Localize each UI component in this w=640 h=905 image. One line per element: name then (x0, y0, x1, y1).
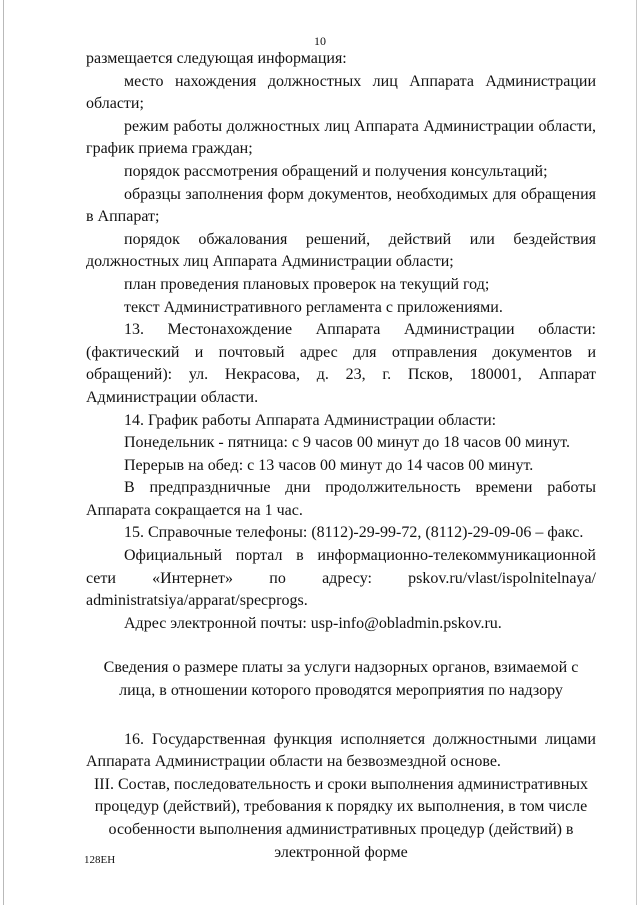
paragraph: порядок рассмотрения обращений и получения консультаций; (124, 162, 548, 180)
paragraph: 14. График работы Аппарата Администрации области: (124, 411, 497, 429)
paragraph: размещается следующая информация: (86, 50, 347, 67)
paragraph: образцы заполнения форм документов, необходимых для обращения в Аппарат; (86, 185, 596, 226)
paragraph: Перерыв на обед: с 13 часов 00 минут до 14 часов 00 минут. (124, 456, 534, 474)
paragraph: Адрес электронной почты: usp-info@obladmin.pskov.ru. (124, 614, 502, 632)
paragraph: Официальный портал в информационно-телекоммуникационной сети «Интернет» по адресу: pskov.ru/vlast/ispolnitelnaya/ administratsiya/apparat/specprogs. (86, 547, 596, 610)
footer-code: 128ЕН (84, 854, 116, 866)
scan-edge-right (636, 0, 637, 905)
section-3-heading: III. Состав, последовательность и сроки выполнения административных процедур (действий), требования к порядку их выполнения, в том числе особенности выполнения административных процедур (действий) в электронной форме (93, 775, 589, 861)
paragraph: 13. Местонахождение Аппарата Администрации области: (фактический и почтовый адрес для отправления документов и обращений): ул. Некрасова, д. 23, г. Псков, 180001, Аппарат Администрации области. (86, 321, 596, 406)
paragraph: режим работы должностных лиц Аппарата Администрации области, график приема граждан; (86, 117, 596, 158)
scan-edge-left (3, 0, 4, 905)
spacer (86, 703, 596, 729)
paragraph: порядок обжалования решений, действий или бездействия должностных лиц Аппарата Администрации области; (86, 230, 596, 271)
paragraph: текст Административного регламента с приложениями. (124, 298, 503, 316)
paragraph: план проведения плановых проверок на текущий год; (124, 275, 490, 293)
fee-heading: Сведения о размере платы за услуги надзорных органов, взимаемой с лица, в отношении которого проводятся мероприятия по надзору (103, 659, 579, 700)
spacer (86, 635, 596, 657)
paragraph-16: 16. Государственная функция исполняется должностными лицами Аппарата Администрации области на безвозмездной основе. (86, 730, 596, 771)
page-number: 10 (314, 34, 326, 48)
paragraph: 15. Справочные телефоны: (8112)-29-99-72, (8112)-29-09-06 – факс. (124, 524, 584, 542)
paragraph: Понедельник - пятница: с 9 часов 00 минут до 18 часов 00 минут. (124, 434, 571, 452)
document-body (86, 48, 596, 864)
paragraph: В предпраздничные дни продолжительность времени работы Аппарата сокращается на 1 час. (86, 479, 596, 519)
paragraph: место нахождения должностных лиц Аппарата Администрации области; (86, 72, 596, 113)
